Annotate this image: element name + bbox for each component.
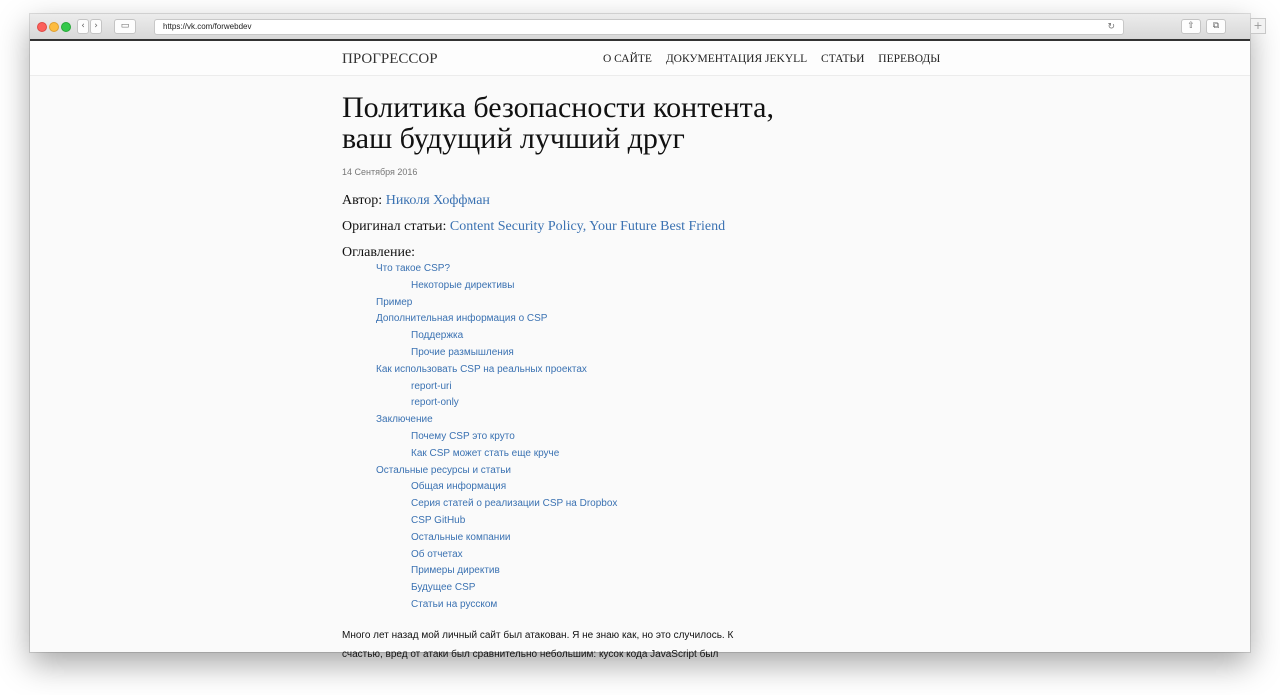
toc-link[interactable]: Об отчетах <box>411 548 463 560</box>
toc-item <box>342 530 782 547</box>
intro-line-2: счастью, вред от атаки был сравнительно небольшим: кусок кода JavaScript был <box>342 648 719 660</box>
toc-item <box>342 345 782 362</box>
toc-item <box>342 362 782 379</box>
share-icon[interactable]: ⇧ <box>1181 19 1201 34</box>
sidebar-icon[interactable]: ▭ <box>114 19 136 34</box>
zoom-window-button[interactable] <box>61 22 71 32</box>
toc-link[interactable]: Как использовать CSP на реальных проектах <box>376 363 587 375</box>
original-label: Оригинал статьи: <box>342 219 450 234</box>
toc-link[interactable]: Прочие размышления <box>411 346 514 358</box>
toc-item <box>342 311 782 328</box>
toc-item <box>342 429 782 446</box>
toc-link[interactable]: Общая информация <box>411 481 507 493</box>
toc-link[interactable]: Некоторые директивы <box>411 279 515 291</box>
reload-icon[interactable]: ↻ <box>1107 22 1115 32</box>
toc-link[interactable]: Заключение <box>376 414 433 426</box>
site-nav <box>603 53 951 65</box>
nav-item-translations[interactable]: ПЕРЕВОДЫ <box>878 53 941 65</box>
author-link[interactable]: Николя Хоффман <box>385 193 490 208</box>
browser-toolbar <box>30 14 1250 40</box>
new-tab-icon[interactable]: + <box>1250 18 1266 34</box>
toc-item <box>342 463 782 480</box>
author-label: Автор: <box>342 193 386 208</box>
toc-item <box>342 379 782 396</box>
toc-link[interactable]: Остальные ресурсы и статьи <box>376 464 511 476</box>
post-title-line-2: ваш будущий лучший друг <box>342 122 685 155</box>
toc-item <box>342 597 782 614</box>
toc-link[interactable]: Примеры директив <box>411 565 500 577</box>
nav-item-jekyll-docs[interactable]: ДОКУМЕНТАЦИЯ JEKYLL <box>665 53 808 65</box>
toc-link[interactable]: Статьи на русском <box>411 598 498 610</box>
nav-item-articles[interactable]: СТАТЬИ <box>821 53 865 65</box>
toc-item <box>342 563 782 580</box>
post-title <box>342 92 782 154</box>
toc-item <box>342 547 782 564</box>
toc-item <box>342 479 782 496</box>
post-title-line-1: Политика безопасности контента, <box>342 91 774 124</box>
author-line <box>342 193 782 210</box>
toc-link[interactable]: Серия статей о реализации CSP на Dropbox <box>411 498 618 510</box>
close-window-button[interactable] <box>37 22 47 32</box>
toc-link[interactable]: Остальные компании <box>411 531 511 543</box>
toc-item <box>342 412 782 429</box>
toc-link[interactable]: Поддержка <box>411 330 464 342</box>
toc-link[interactable]: report-uri <box>411 380 452 392</box>
post-intro-paragraph <box>342 626 782 664</box>
post-date: 14 Сентября 2016 <box>342 167 418 177</box>
toc-item <box>342 395 782 412</box>
toc-heading: Оглавление: <box>342 245 416 260</box>
toc-link[interactable]: CSP GitHub <box>411 514 466 526</box>
nav-item-about[interactable]: О САЙТЕ <box>603 53 652 65</box>
site-brand-link[interactable]: ПРОГРЕССОР <box>342 51 438 67</box>
toc-item <box>342 446 782 463</box>
original-article-link[interactable]: Content Security Policy, Your Future Best Friend <box>449 219 726 234</box>
original-line <box>342 219 782 236</box>
toc-link[interactable]: Пример <box>376 296 413 308</box>
toc-item <box>342 513 782 530</box>
toc-link[interactable]: Как CSP может стать еще круче <box>411 447 560 459</box>
site-header <box>30 41 1250 76</box>
toc-link[interactable]: report-only <box>411 397 459 409</box>
toc-item <box>342 328 782 345</box>
toc-link[interactable]: Дополнительная информация о CSP <box>376 313 548 325</box>
address-url[interactable]: https://vk.com/forwebdev <box>163 22 252 31</box>
table-of-contents <box>342 261 782 614</box>
toc-item <box>342 261 782 278</box>
address-bar[interactable] <box>154 19 1124 35</box>
toc-link[interactable]: Что такое CSP? <box>376 263 451 274</box>
toc-link[interactable]: Будущее CSP <box>411 582 476 594</box>
minimize-window-button[interactable] <box>49 22 59 32</box>
toc-item <box>342 295 782 312</box>
toc-link[interactable]: Почему CSP это круто <box>411 430 515 442</box>
toc-item <box>342 496 782 513</box>
post-content <box>342 92 782 664</box>
intro-line-1: Много лет назад мой личный сайт был атакован. Я не знаю как, но это случилось. К <box>342 629 734 641</box>
forward-icon[interactable]: › <box>90 19 102 34</box>
toc-item <box>342 278 782 295</box>
browser-window <box>30 14 1250 660</box>
tabs-icon[interactable]: ⧉ <box>1206 19 1226 34</box>
back-icon[interactable]: ‹ <box>77 19 89 34</box>
toc-item <box>342 580 782 597</box>
